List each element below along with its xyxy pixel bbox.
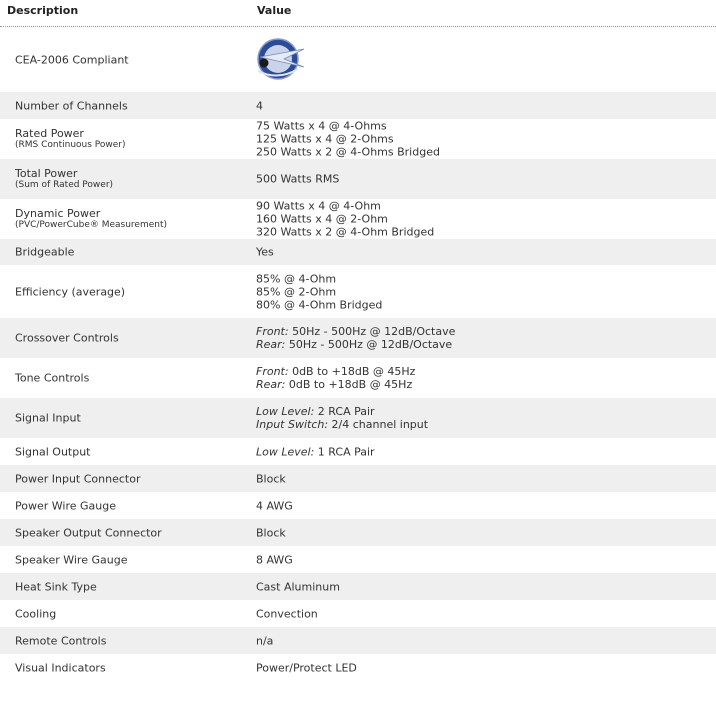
value-text: 160 Watts x 4 @ 2-Ohm	[256, 212, 388, 226]
value-prefix: Rear:	[256, 378, 286, 391]
value-text: Block	[256, 526, 286, 539]
table-row	[0, 92, 716, 119]
value-line	[256, 272, 382, 285]
table-row	[0, 358, 716, 398]
row-label-text: Signal Output	[15, 445, 91, 458]
row-sublabel: (RMS Continuous Power)	[15, 140, 126, 150]
value-prefix: Front:	[256, 365, 289, 378]
row-value	[256, 120, 440, 159]
table-row	[0, 600, 716, 627]
row-value	[256, 173, 339, 186]
value-line	[256, 120, 440, 133]
table-row	[0, 465, 716, 492]
row-label	[15, 499, 116, 512]
value-text: 0dB to +18dB @ 45Hz	[285, 378, 413, 391]
row-value	[256, 499, 293, 512]
row-label-text: Heat Sink Type	[15, 580, 97, 593]
row-label	[15, 634, 106, 647]
row-value	[256, 607, 318, 620]
spec-table	[0, 27, 716, 681]
value-line	[256, 553, 293, 566]
value-text: 500 Watts RMS	[256, 172, 340, 186]
row-value	[256, 445, 375, 458]
row-label	[15, 99, 128, 112]
value-text: 1 RCA Pair	[314, 445, 375, 458]
row-label-text: Number of Channels	[15, 99, 128, 112]
table-row	[0, 573, 716, 600]
row-label	[15, 167, 113, 191]
row-value	[256, 246, 274, 259]
row-value	[256, 365, 415, 391]
row-label-text: Dynamic Power	[15, 207, 101, 220]
value-text: 250 Watts x 2 @ 4-Ohms Bridged	[256, 145, 440, 159]
value-line	[256, 526, 286, 539]
value-column-header: Value	[257, 4, 292, 17]
value-line	[256, 378, 415, 391]
table-row	[0, 119, 716, 159]
value-line	[256, 285, 382, 298]
value-line	[256, 338, 455, 351]
table-row	[0, 159, 716, 199]
table-header	[0, 0, 716, 27]
value-line	[256, 405, 428, 418]
value-line	[256, 226, 434, 239]
row-value	[256, 553, 293, 566]
row-value	[256, 200, 434, 239]
value-text: Power/Protect LED	[256, 661, 357, 674]
table-row	[0, 519, 716, 546]
table-row	[0, 27, 716, 92]
value-prefix: Input Switch:	[256, 418, 329, 431]
row-sublabel: (Sum of Rated Power)	[15, 180, 114, 190]
row-label-text: CEA-2006 Compliant	[15, 53, 129, 66]
cea-2006-logo	[254, 37, 308, 84]
row-label-text: Remote Controls	[15, 634, 107, 647]
row-value	[256, 634, 273, 647]
row-value	[256, 526, 286, 539]
value-line	[256, 246, 274, 259]
value-text: 80% @ 4-Ohm Bridged	[256, 298, 383, 311]
table-row	[0, 654, 716, 681]
table-row	[0, 438, 716, 465]
value-text: 50Hz - 500Hz @ 12dB/Octave	[285, 338, 453, 351]
row-label	[15, 526, 162, 539]
value-line	[256, 146, 440, 159]
row-label-text: Efficiency (average)	[15, 285, 126, 298]
value-prefix: Rear:	[256, 338, 286, 351]
value-text: 50Hz - 500Hz @ 12dB/Octave	[288, 325, 456, 338]
row-label-text: Speaker Output Connector	[15, 526, 162, 539]
value-line	[256, 472, 286, 485]
row-label	[15, 372, 89, 385]
value-text: 125 Watts x 4 @ 2-Ohms	[256, 132, 394, 146]
row-label	[15, 553, 127, 566]
row-label	[15, 246, 74, 259]
row-value	[256, 661, 357, 674]
row-value	[256, 272, 382, 311]
value-text: 2 RCA Pair	[314, 405, 375, 418]
value-text: Convection	[256, 607, 318, 620]
value-prefix: Front:	[256, 325, 289, 338]
value-line	[256, 325, 455, 338]
value-prefix: Low Level:	[256, 405, 315, 418]
table-row	[0, 492, 716, 519]
table-row	[0, 398, 716, 438]
value-line	[256, 200, 434, 213]
value-line	[256, 298, 382, 311]
value-line	[256, 213, 434, 226]
value-text: Cast Aluminum	[256, 580, 340, 593]
table-row	[0, 265, 716, 318]
row-label	[15, 445, 91, 458]
row-label	[15, 412, 81, 425]
value-line	[256, 418, 428, 431]
table-row	[0, 546, 716, 573]
row-label	[15, 127, 126, 151]
value-line	[256, 365, 415, 378]
row-value	[256, 325, 455, 351]
row-label	[15, 580, 97, 593]
row-label	[15, 607, 56, 620]
value-line	[256, 99, 263, 112]
value-text: 8 AWG	[256, 553, 293, 566]
value-line	[256, 133, 440, 146]
value-text: 4	[256, 99, 263, 112]
value-line	[256, 173, 339, 186]
value-text: 320 Watts x 2 @ 4-Ohm Bridged	[256, 225, 435, 239]
value-line	[256, 580, 340, 593]
value-text: Yes	[256, 245, 274, 259]
row-value	[256, 405, 428, 431]
row-label-text: Visual Indicators	[15, 661, 106, 674]
row-label	[15, 661, 106, 674]
value-text: 75 Watts x 4 @ 4-Ohms	[256, 119, 387, 133]
value-line	[256, 499, 293, 512]
row-label-text: Total Power	[15, 167, 78, 180]
row-value	[256, 99, 263, 112]
row-label	[15, 285, 125, 298]
row-label	[15, 472, 140, 485]
description-column-header: Description	[7, 4, 79, 17]
row-label-text: Bridgeable	[15, 245, 75, 259]
row-label	[15, 207, 167, 231]
row-label-text: Power Input Connector	[15, 472, 141, 485]
value-text: 90 Watts x 4 @ 4-Ohm	[256, 199, 381, 213]
value-text: 4 AWG	[256, 499, 293, 512]
row-label-text: Crossover Controls	[15, 331, 119, 345]
value-line	[256, 445, 375, 458]
table-row	[0, 199, 716, 239]
row-label-text: Cooling	[15, 607, 57, 620]
row-label	[15, 53, 129, 66]
value-line	[256, 661, 357, 674]
table-row	[0, 239, 716, 265]
row-label-text: Power Wire Gauge	[15, 499, 116, 512]
value-text: 2/4 channel input	[328, 418, 429, 431]
value-text: n/a	[256, 634, 274, 647]
row-label-text: Signal Input	[15, 411, 81, 425]
value-text: 85% @ 2-Ohm	[256, 285, 337, 298]
row-label-text: Tone Controls	[15, 371, 90, 385]
value-prefix: Low Level:	[256, 445, 315, 458]
table-row	[0, 627, 716, 654]
row-sublabel: (PVC/PowerCube® Measurement)	[15, 220, 168, 230]
value-line	[256, 607, 318, 620]
row-value	[256, 580, 340, 593]
value-text: 0dB to +18dB @ 45Hz	[288, 365, 416, 378]
row-label	[15, 332, 119, 345]
value-line	[256, 634, 273, 647]
row-label-text: Speaker Wire Gauge	[15, 553, 128, 566]
value-text: 85% @ 4-Ohm	[256, 272, 337, 285]
value-text: Block	[256, 472, 286, 485]
row-value	[256, 472, 286, 485]
table-row	[0, 318, 716, 358]
row-label-text: Rated Power	[15, 127, 84, 140]
